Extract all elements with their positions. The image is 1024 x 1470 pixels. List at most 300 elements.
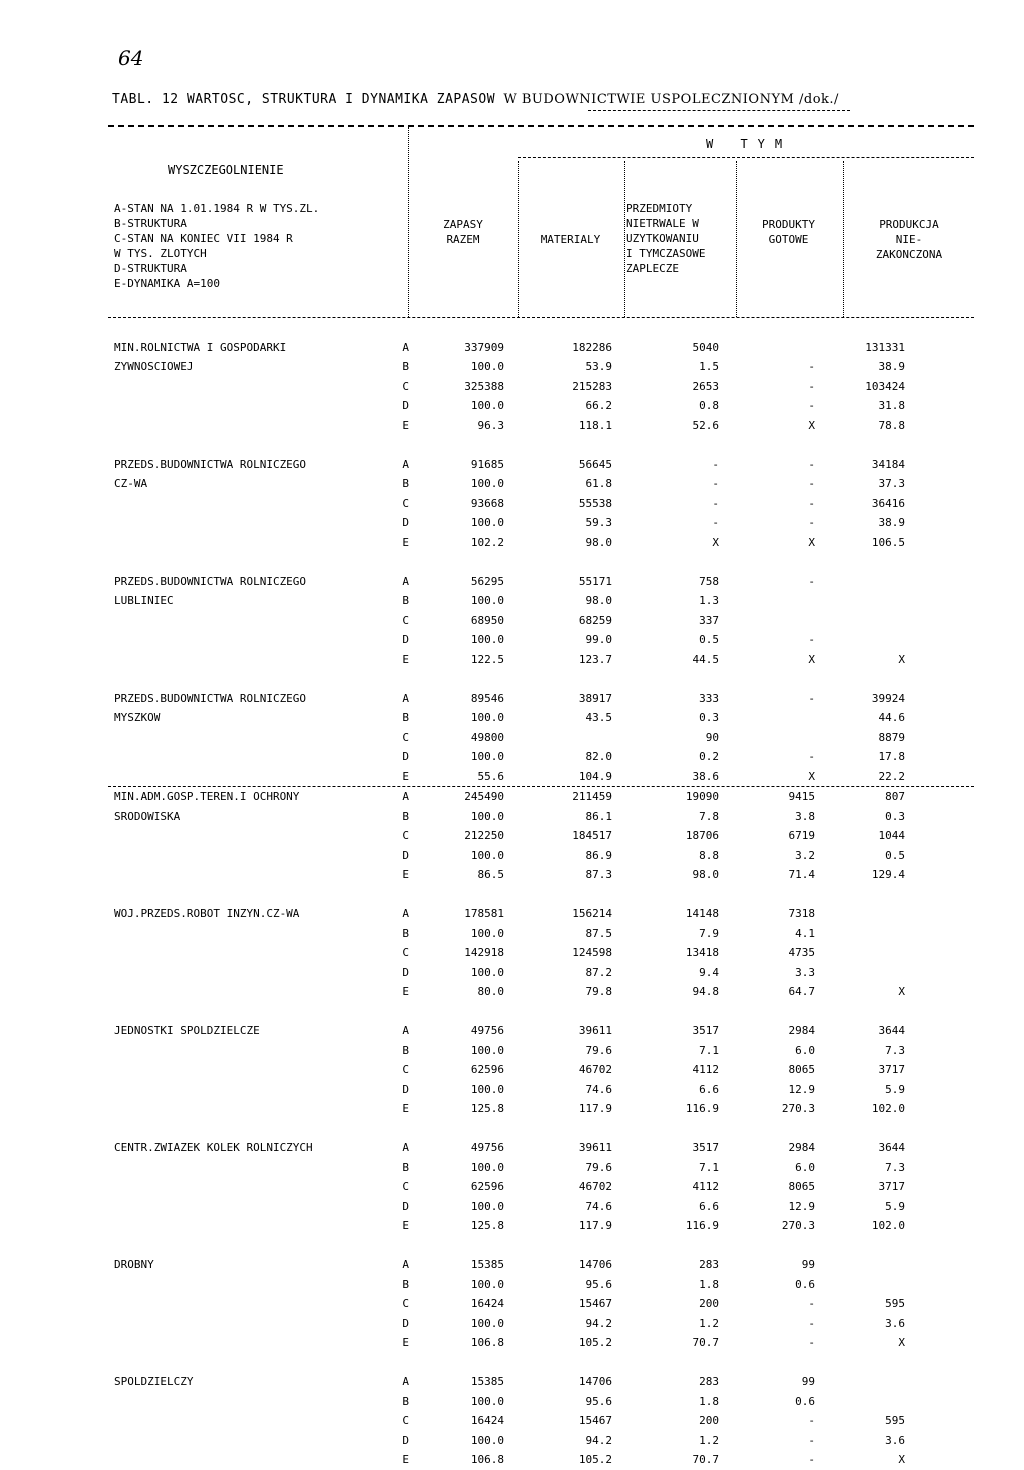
row-key: E [402, 769, 409, 783]
value-cell: 100.0 [470, 1199, 504, 1213]
value-cell: 95.6 [585, 1277, 612, 1291]
value-cell: 118.1 [578, 418, 612, 432]
table-group [108, 1255, 974, 1353]
value-cell: 122.5 [470, 652, 504, 666]
table-row [108, 865, 974, 885]
value-cell: 106.8 [470, 1453, 504, 1467]
value-cell: 182286 [572, 340, 612, 354]
value-cell: 7.3 [885, 1043, 905, 1057]
value-cell: - [808, 399, 815, 413]
row-key: D [402, 1199, 409, 1213]
row-key: D [402, 848, 409, 862]
value-cell: 125.8 [470, 1102, 504, 1116]
table-row [108, 572, 974, 592]
table-row [108, 728, 974, 748]
value-cell: 0.2 [699, 750, 719, 764]
value-cell: 200 [699, 1414, 719, 1428]
table-row [108, 630, 974, 650]
value-cell: 100.0 [470, 711, 504, 725]
value-cell: 87.5 [585, 926, 612, 940]
table-row [108, 1314, 974, 1334]
value-cell: 3.6 [885, 1433, 905, 1447]
table-row [108, 1060, 974, 1080]
table-row [108, 1197, 974, 1217]
value-cell: 80.0 [477, 985, 504, 999]
value-cell: 94.2 [585, 1433, 612, 1447]
value-cell: 123.7 [578, 652, 612, 666]
value-cell: 56295 [470, 574, 504, 588]
value-cell: 0.3 [699, 711, 719, 725]
value-cell: 15467 [578, 1414, 612, 1428]
value-cell: 49756 [470, 1141, 504, 1155]
row-key: C [402, 1297, 409, 1311]
row-key: E [402, 1336, 409, 1350]
value-cell: 106.8 [470, 1336, 504, 1350]
value-cell: 19090 [685, 790, 719, 804]
value-cell: 38.9 [878, 516, 905, 530]
table-row [108, 1080, 974, 1100]
row-label: CZ-WA [114, 477, 148, 491]
table-row [108, 826, 974, 846]
spacer [108, 669, 974, 689]
table-row [108, 943, 974, 963]
value-cell: 49800 [470, 730, 504, 744]
row-key: C [402, 1180, 409, 1194]
value-cell: 116.9 [685, 1219, 719, 1233]
value-cell: 100.0 [470, 399, 504, 413]
header-label-line: UZYTKOWANIU [626, 232, 699, 245]
header-label-line: NIETRWALE W [626, 217, 699, 230]
value-cell: 52.6 [692, 418, 719, 432]
value-cell: 70.7 [692, 1453, 719, 1467]
value-cell: 74.6 [585, 1199, 612, 1213]
value-cell: 3.3 [795, 965, 815, 979]
row-key: A [402, 1024, 409, 1038]
row-key: D [402, 1316, 409, 1330]
value-cell: 44.5 [692, 652, 719, 666]
value-cell: 79.8 [585, 985, 612, 999]
value-cell: 99 [801, 1258, 815, 1272]
value-cell: - [808, 633, 815, 647]
value-cell: 39924 [871, 691, 905, 705]
table-row [108, 611, 974, 631]
value-cell: 129.4 [871, 868, 905, 882]
value-cell: 89546 [470, 691, 504, 705]
row-key: C [402, 730, 409, 744]
row-label: MIN.ADM.GOSP.TEREN.I OCHRONY [114, 790, 300, 804]
table-row [108, 474, 974, 494]
value-cell: 70.7 [692, 1336, 719, 1350]
value-cell: 38917 [578, 691, 612, 705]
spacer [108, 1002, 974, 1022]
row-key: D [402, 750, 409, 764]
table-row [108, 1158, 974, 1178]
header-label-line: ZAPASY [443, 218, 483, 231]
value-cell: - [712, 496, 719, 510]
value-cell: 16424 [470, 1297, 504, 1311]
value-cell: 758 [699, 574, 719, 588]
value-cell: - [808, 1414, 815, 1428]
spacer [108, 318, 974, 338]
row-key: A [402, 790, 409, 804]
value-cell: 0.3 [885, 809, 905, 823]
value-cell: 39611 [578, 1024, 612, 1038]
table-row [108, 767, 974, 787]
row-key: E [402, 1453, 409, 1467]
value-cell: 0.6 [795, 1394, 815, 1408]
row-key: C [402, 496, 409, 510]
legend-line: A-STAN NA 1.01.1984 R W TYS.ZL. [114, 202, 320, 215]
value-cell: 38.6 [692, 769, 719, 783]
table-title-prefix: TABL. 12 WARTOSC, STRUKTURA I DYNAMIKA ZAPASOW [112, 92, 496, 107]
value-cell: 4735 [788, 946, 815, 960]
table-row [108, 1021, 974, 1041]
header-divider [624, 161, 625, 317]
value-cell: 78.8 [878, 418, 905, 432]
value-cell: 66.2 [585, 399, 612, 413]
value-cell: 106.5 [871, 535, 905, 549]
value-cell: 1.3 [699, 594, 719, 608]
value-cell: 283 [699, 1375, 719, 1389]
value-cell: - [808, 574, 815, 588]
table-row [108, 963, 974, 983]
value-cell: 211459 [572, 790, 612, 804]
table-row [108, 1372, 974, 1392]
value-cell: 53.9 [585, 360, 612, 374]
row-key: A [402, 1375, 409, 1389]
value-cell: 245490 [464, 790, 504, 804]
value-cell: - [712, 477, 719, 491]
value-cell: 283 [699, 1258, 719, 1272]
value-cell: 100.0 [470, 809, 504, 823]
value-cell: 131331 [865, 340, 905, 354]
value-cell: 14706 [578, 1375, 612, 1389]
value-cell: - [808, 477, 815, 491]
table-row [108, 708, 974, 728]
value-cell: 62596 [470, 1063, 504, 1077]
row-key: C [402, 829, 409, 843]
value-cell: 103424 [865, 379, 905, 393]
value-cell: 100.0 [470, 1433, 504, 1447]
row-key: A [402, 691, 409, 705]
row-key: B [402, 594, 409, 608]
value-cell: 38.9 [878, 360, 905, 374]
row-key: B [402, 1043, 409, 1057]
table-row [108, 416, 974, 436]
value-cell: 7.8 [699, 809, 719, 823]
value-cell: 270.3 [781, 1102, 815, 1116]
table-row [108, 924, 974, 944]
table-row [108, 1099, 974, 1119]
row-label: DROBNY [114, 1258, 154, 1272]
header-label-line: RAZEM [446, 233, 480, 246]
table-row [108, 1411, 974, 1431]
value-cell: 117.9 [578, 1219, 612, 1233]
page-number: 64 [118, 46, 144, 70]
value-cell: X [898, 1336, 905, 1350]
value-cell: 100.0 [470, 926, 504, 940]
value-cell: 12.9 [788, 1199, 815, 1213]
row-label: PRZEDS.BUDOWNICTWA ROLNICZEGO [114, 691, 307, 705]
title-underline [588, 110, 850, 111]
row-label: LUBLINIEC [114, 594, 174, 608]
value-cell: 9.4 [699, 965, 719, 979]
row-key: E [402, 652, 409, 666]
table-row [108, 1255, 974, 1275]
value-cell: 93668 [470, 496, 504, 510]
table-row [108, 904, 974, 924]
table-row [108, 591, 974, 611]
table-row [108, 513, 974, 533]
row-key: C [402, 1414, 409, 1428]
row-key: D [402, 965, 409, 979]
header-label-line: PRODUKCJA [879, 218, 939, 231]
value-cell: 22.2 [878, 769, 905, 783]
value-cell: 0.5 [699, 633, 719, 647]
legend-line: B-STRUKTURA [114, 217, 187, 230]
value-cell: X [808, 769, 815, 783]
value-cell: 7.1 [699, 1043, 719, 1057]
value-cell: X [898, 985, 905, 999]
value-cell: 61.8 [585, 477, 612, 491]
header-w-tym-rule [518, 157, 974, 158]
value-cell: 68950 [470, 613, 504, 627]
table-group [108, 1138, 974, 1236]
value-cell: 7.1 [699, 1160, 719, 1174]
value-cell: 100.0 [470, 1043, 504, 1057]
value-cell: - [712, 516, 719, 530]
value-cell: 100.0 [470, 1316, 504, 1330]
table-row [108, 1431, 974, 1451]
value-cell: 71.4 [788, 868, 815, 882]
value-cell: 100.0 [470, 594, 504, 608]
value-cell: 7.3 [885, 1160, 905, 1174]
value-cell: - [808, 457, 815, 471]
table-group [108, 572, 974, 670]
row-key: B [402, 926, 409, 940]
value-cell: 43.5 [585, 711, 612, 725]
value-cell: 102.2 [470, 535, 504, 549]
value-cell: 4112 [692, 1063, 719, 1077]
row-key: D [402, 516, 409, 530]
value-cell: 86.9 [585, 848, 612, 862]
value-cell: 2984 [788, 1141, 815, 1155]
value-cell: - [808, 1316, 815, 1330]
header-label-line: PRODUKTY [762, 218, 815, 231]
value-cell: 1.2 [699, 1433, 719, 1447]
legend-line: E-DYNAMIKA A=100 [114, 277, 220, 290]
row-label: WOJ.PRZEDS.ROBOT INZYN.CZ-WA [114, 907, 300, 921]
value-cell: 200 [699, 1297, 719, 1311]
value-cell: 212250 [464, 829, 504, 843]
table-row [108, 494, 974, 514]
row-key: D [402, 399, 409, 413]
value-cell: 102.0 [871, 1102, 905, 1116]
value-cell: 3517 [692, 1024, 719, 1038]
header-legend [114, 201, 319, 291]
table-row [108, 747, 974, 767]
row-key: E [402, 1219, 409, 1233]
value-cell: 18706 [685, 829, 719, 843]
value-cell: X [898, 1453, 905, 1467]
value-cell: 337909 [464, 340, 504, 354]
value-cell: 86.5 [477, 868, 504, 882]
header-label-line: I TYMCZASOWE [626, 247, 706, 260]
table-row [108, 455, 974, 475]
value-cell: 595 [885, 1297, 905, 1311]
table-row [108, 1333, 974, 1353]
value-cell: 1.2 [699, 1316, 719, 1330]
value-cell: 62596 [470, 1180, 504, 1194]
table-group [108, 1021, 974, 1119]
value-cell: 59.3 [585, 516, 612, 530]
row-key: A [402, 340, 409, 354]
header-col0-title: WYSZCZEGOLNIENIE [168, 163, 284, 177]
value-cell: 1044 [878, 829, 905, 843]
row-key: A [402, 1258, 409, 1272]
value-cell: 79.6 [585, 1160, 612, 1174]
legend-line: D-STRUKTURA [114, 262, 187, 275]
value-cell: 142918 [464, 946, 504, 960]
value-cell: 6719 [788, 829, 815, 843]
table-row [108, 396, 974, 416]
table-row [108, 1294, 974, 1314]
value-cell: 325388 [464, 379, 504, 393]
value-cell: 100.0 [470, 1394, 504, 1408]
value-cell: 55171 [578, 574, 612, 588]
row-key: E [402, 1102, 409, 1116]
table-row [108, 807, 974, 827]
row-key: B [402, 1394, 409, 1408]
value-cell: 9415 [788, 790, 815, 804]
value-cell: 102.0 [871, 1219, 905, 1233]
value-cell: 5.9 [885, 1199, 905, 1213]
value-cell: 64.7 [788, 985, 815, 999]
value-cell: 46702 [578, 1063, 612, 1077]
header-col-zapasy [413, 217, 513, 247]
row-key: B [402, 711, 409, 725]
value-cell: 82.0 [585, 750, 612, 764]
value-cell: X [808, 535, 815, 549]
value-cell: 100.0 [470, 516, 504, 530]
value-cell: 87.2 [585, 965, 612, 979]
value-cell: 87.3 [585, 868, 612, 882]
table-row [108, 533, 974, 553]
table-header [108, 127, 974, 317]
value-cell: 90 [705, 730, 719, 744]
legend-line: W TYS. ZLOTYCH [114, 247, 207, 260]
row-key: A [402, 574, 409, 588]
value-cell: 56645 [578, 457, 612, 471]
value-cell: - [712, 457, 719, 471]
row-label: ZYWNOSCIOWEJ [114, 360, 194, 374]
data-table [108, 125, 974, 1470]
spacer [108, 1353, 974, 1373]
row-key: B [402, 1277, 409, 1291]
row-key: A [402, 457, 409, 471]
header-label-line: PRZEDMIOTY [626, 202, 693, 215]
value-cell: 44.6 [878, 711, 905, 725]
value-cell: 100.0 [470, 1277, 504, 1291]
value-cell: 116.9 [685, 1102, 719, 1116]
header-col-produkty [736, 217, 841, 247]
table-body [108, 338, 974, 1470]
table-row [108, 787, 974, 807]
value-cell: 100.0 [470, 1082, 504, 1096]
row-key: C [402, 379, 409, 393]
table-group [108, 689, 974, 787]
value-cell: 6.6 [699, 1082, 719, 1096]
row-key: D [402, 1082, 409, 1096]
value-cell: 94.8 [692, 985, 719, 999]
value-cell: 100.0 [470, 965, 504, 979]
value-cell: 1.5 [699, 360, 719, 374]
row-key: E [402, 418, 409, 432]
value-cell: 105.2 [578, 1336, 612, 1350]
value-cell: 95.6 [585, 1394, 612, 1408]
value-cell: 98.0 [692, 868, 719, 882]
value-cell: X [808, 652, 815, 666]
value-cell: 6.6 [699, 1199, 719, 1213]
value-cell: 86.1 [585, 809, 612, 823]
value-cell: 34184 [871, 457, 905, 471]
value-cell: 74.6 [585, 1082, 612, 1096]
value-cell: 14706 [578, 1258, 612, 1272]
value-cell: - [808, 379, 815, 393]
value-cell: 49756 [470, 1024, 504, 1038]
value-cell: 100.0 [470, 360, 504, 374]
spacer [108, 1119, 974, 1139]
value-cell: 7.9 [699, 926, 719, 940]
value-cell: 100.0 [470, 750, 504, 764]
value-cell: 105.2 [578, 1453, 612, 1467]
row-label: JEDNOSTKI SPOLDZIELCZE [114, 1024, 260, 1038]
value-cell: 100.0 [470, 633, 504, 647]
value-cell: 8.8 [699, 848, 719, 862]
table-row [108, 1392, 974, 1412]
row-label: MYSZKOW [114, 711, 161, 725]
value-cell: 8065 [788, 1180, 815, 1194]
row-label: SPOLDZIELCZY [114, 1375, 194, 1389]
value-cell: - [808, 691, 815, 705]
header-label-line: MATERIALY [540, 233, 601, 246]
value-cell: 3.8 [795, 809, 815, 823]
value-cell: 3717 [878, 1063, 905, 1077]
table-group [108, 787, 974, 885]
value-cell: 6.0 [795, 1043, 815, 1057]
table-group [108, 904, 974, 1002]
header-label-line: ZAPLECZE [626, 262, 679, 275]
value-cell: 31.8 [878, 399, 905, 413]
value-cell: - [808, 496, 815, 510]
value-cell: 2984 [788, 1024, 815, 1038]
row-key: A [402, 907, 409, 921]
row-key: E [402, 985, 409, 999]
row-key: E [402, 535, 409, 549]
row-key: B [402, 809, 409, 823]
header-divider [408, 127, 409, 317]
value-cell: X [898, 652, 905, 666]
row-label: PRZEDS.BUDOWNICTWA ROLNICZEGO [114, 457, 307, 471]
table-row [108, 1275, 974, 1295]
value-cell: 7318 [788, 907, 815, 921]
value-cell: 100.0 [470, 848, 504, 862]
table-group [108, 1372, 974, 1470]
value-cell: 4.1 [795, 926, 815, 940]
value-cell: 5040 [692, 340, 719, 354]
value-cell: 337 [699, 613, 719, 627]
value-cell: 270.3 [781, 1219, 815, 1233]
